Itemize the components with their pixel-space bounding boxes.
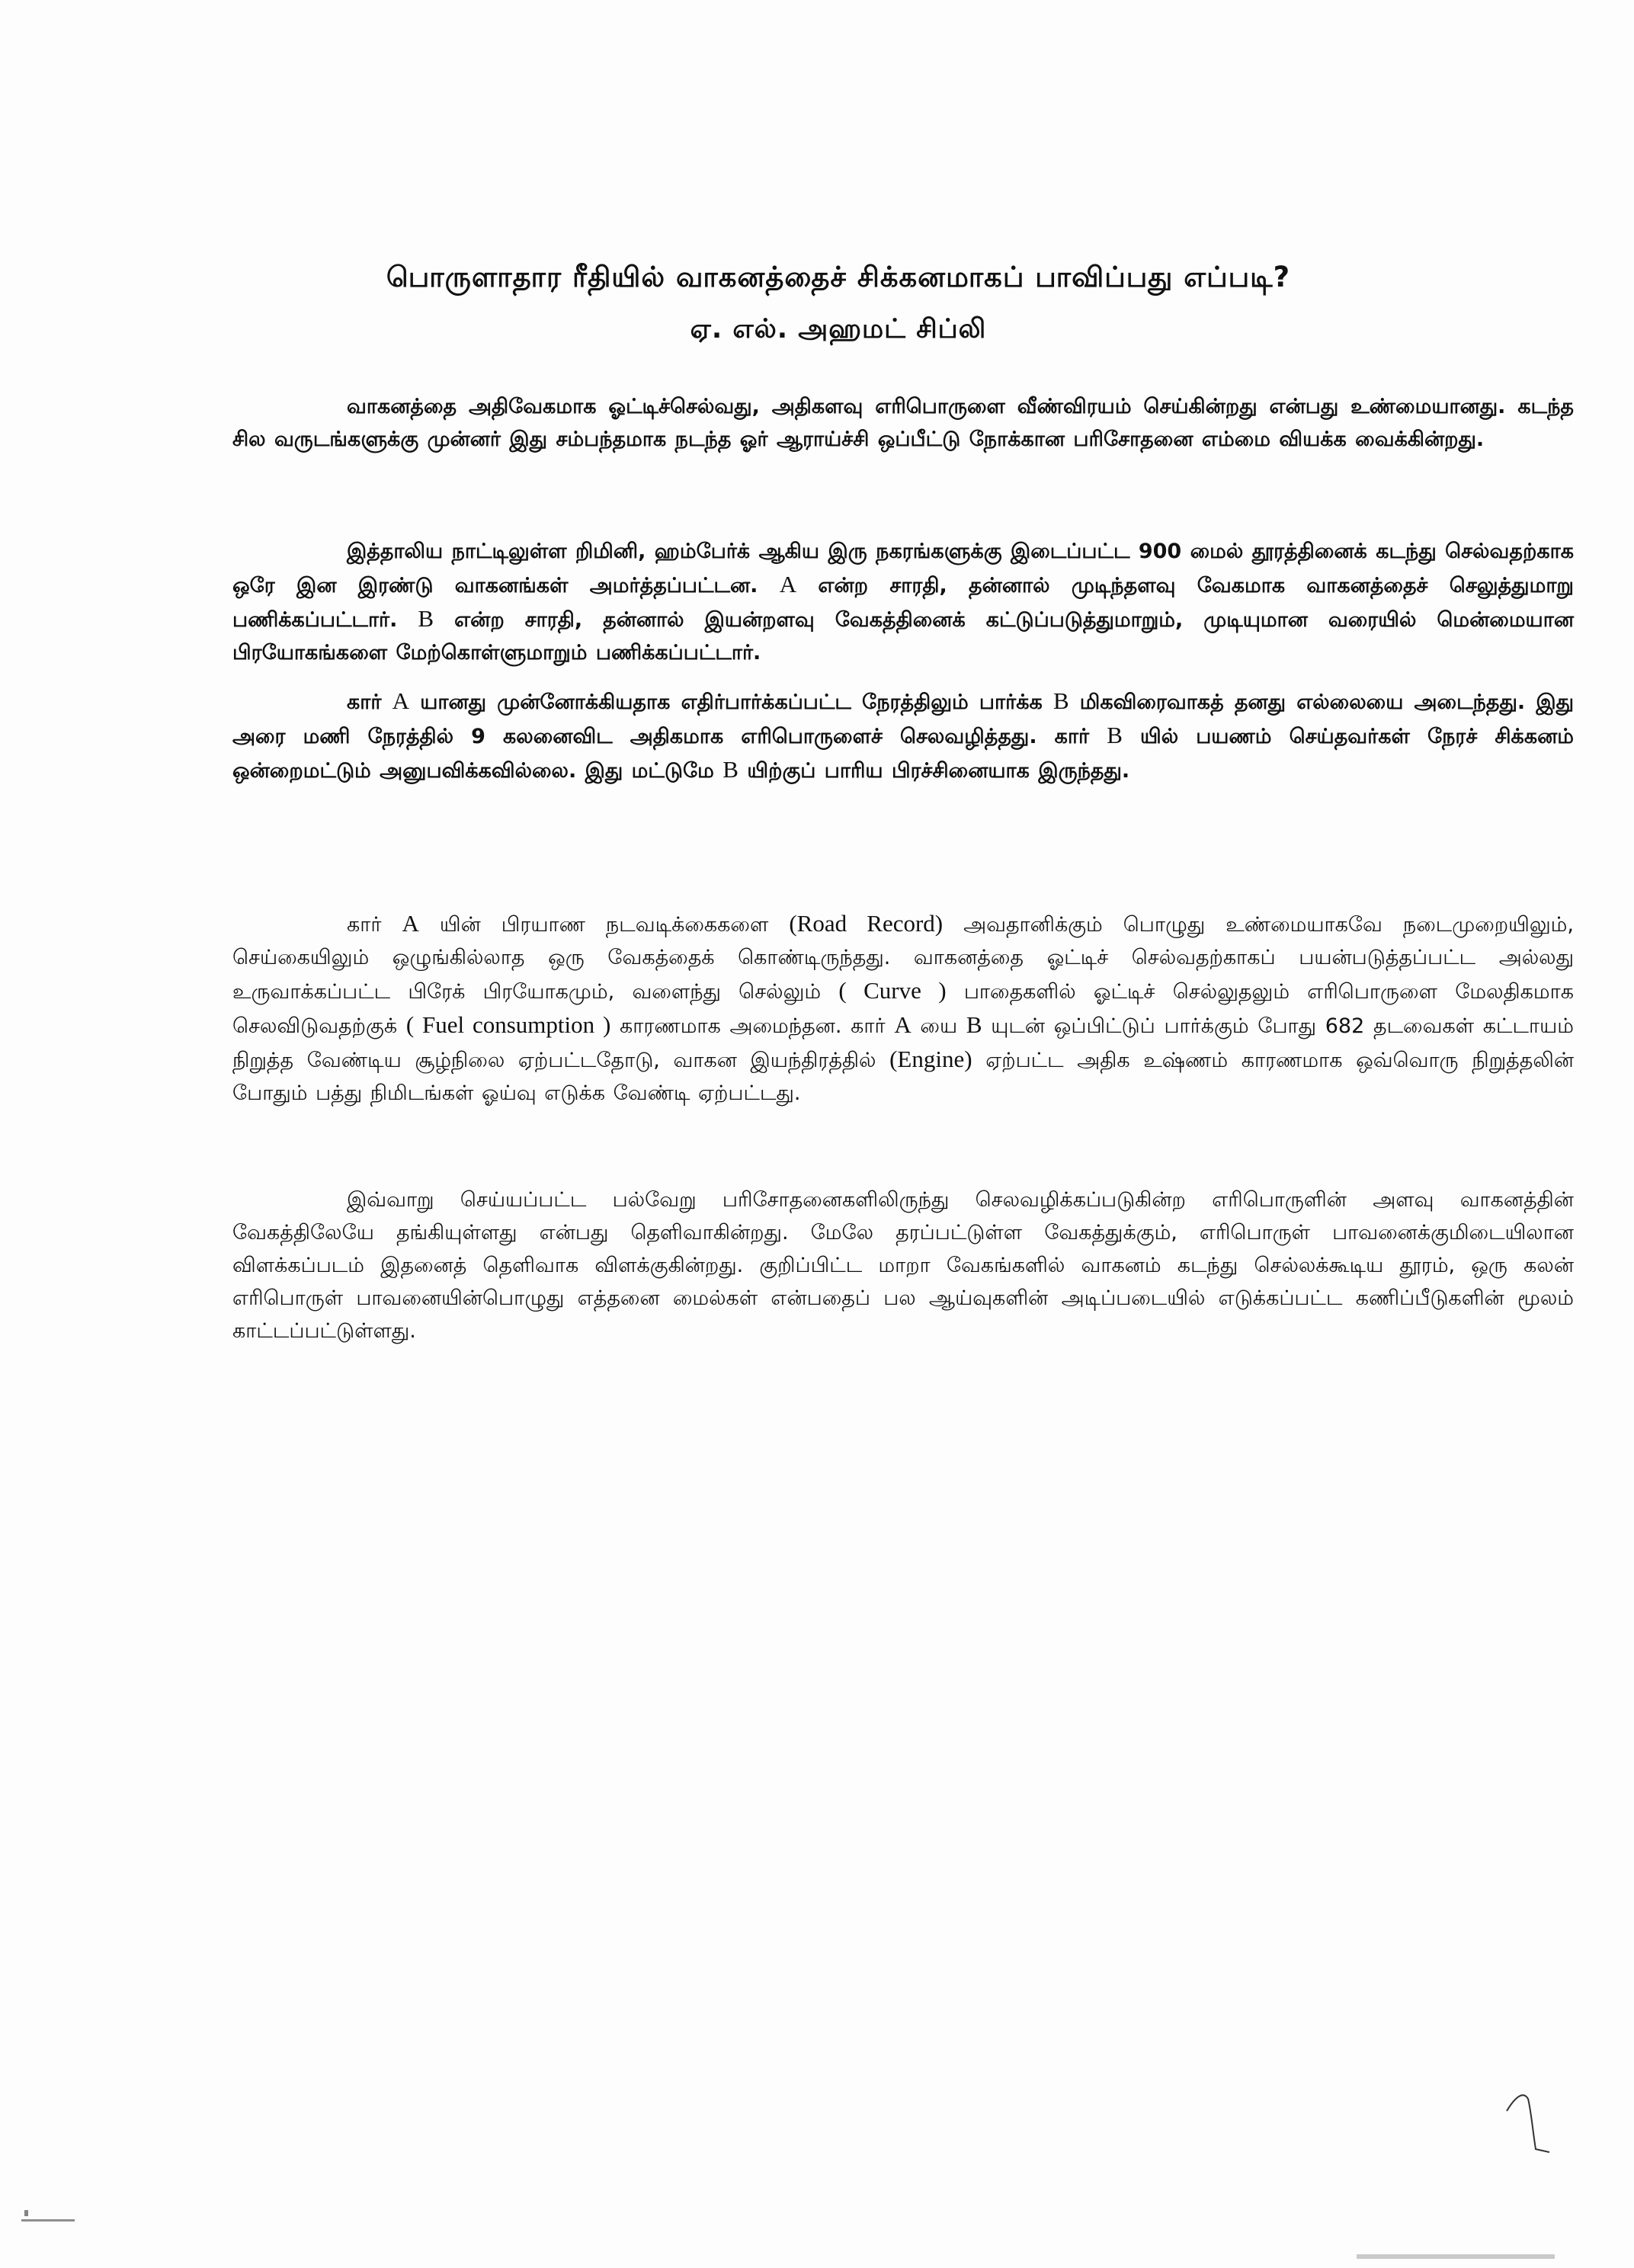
paragraph-2 — [232, 535, 1574, 669]
paragraph-5 — [232, 1184, 1574, 1347]
paragraph-4-text-8: ஏற்பட்ட அதிக உஷ்ணம் காரணமாக ஒவ்வொரு நிறுத்தலின் போதும் பத்து நிமிடங்கள் ஓய்வு எடுக்க வேண்டி ஏற்பட்டது. — [232, 1049, 1574, 1105]
paragraph-2-text-2: என்ற சாரதி, தன்னால் முடிந்தளவு வேகமாக வாகனத்தைச் செலுத்துமாறு பணிக்கப்பட்டார். — [232, 574, 1574, 632]
paragraph-4-latin-1: A — [402, 910, 419, 937]
paragraph-3-text-4: யில் பயணம் செய்தவர்கள் நேரச் சிக்கனம் ஒன்றைமட்டும் அனுபவிக்கவில்லை. இது மட்டுமே — [232, 725, 1574, 783]
scan-speck — [24, 2210, 28, 2216]
paragraph-4-latin-6: B — [966, 1011, 982, 1038]
paragraph-3-latin-3: B — [1107, 722, 1123, 748]
scan-speck — [1357, 2254, 1555, 2259]
pen-stroke-mark — [1505, 2088, 1551, 2157]
paragraph-3-text-3: மிகவிரைவாகத் தனது எல்லையை அடைந்தது. இது அரை மணி நேரத்தில் 9 கலனைவிட அதிகமாக எரிபொருளைச் செலவழித்தது. கார் — [232, 690, 1574, 748]
paragraph-4-latin-4: ( Fuel consumption ) — [405, 1011, 611, 1038]
scan-speck — [21, 2219, 75, 2222]
paragraph-4-text-6: யை — [911, 1014, 966, 1038]
paragraph-1-text: வாகனத்தை அதிவேகமாக ஓட்டிச்செல்வது, அதிகளவு எரிபொருளை வீண்விரயம் செய்கின்றது என்பது உண்மையானது. கடந்த சில வருடங்களுக்கு முன்னர் இது சம்பந்தமாக நடந்த ஓர் ஆராய்ச்சி ஒப்பீட்டு நோக்கான பரிசோதனை எம்மை வியக்க வைக்கின்றது. — [232, 395, 1574, 451]
paragraph-3-text-1: கார் — [347, 690, 392, 714]
paragraph-3-latin-4: B — [722, 756, 739, 783]
article-author: ஏ. எல். அஹமட் சிப்லி — [690, 314, 987, 344]
paragraph-4-text-7: யுடன் ஒப்பிட்டுப் பார்க்கும் போது 682 தடவைகள் கட்டாயம் நிறுத்த வேண்டிய சூழ்நிலை ஏற்பட்டதோடு, வாகன இயந்திரத்தில் — [232, 1014, 1575, 1072]
paragraph-4-text-3: அவதானிக்கும் பொழுது உண்மையாகவே நடைமுறையிலும், செய்கையிலும் ஒழுங்கில்லாத ஒரு வேகத்தைக் கொண்டிருந்தது. வாகனத்தை ஓட்டிச் செல்வதற்காகப் பயன்படுத்தப்பட்ட அல்லது உருவாக்கப்பட்ட பிரேக் பிரயோகமும், வளைந்து செல்லும் — [232, 913, 1574, 1004]
paragraph-4 — [232, 907, 1574, 1110]
paragraph-4-latin-7: (Engine) — [889, 1046, 972, 1072]
paragraph-4-latin-2: (Road Record) — [789, 910, 944, 937]
paragraph-2-latin-1: A — [779, 571, 797, 597]
paragraph-4-latin-5: A — [894, 1011, 912, 1038]
paragraph-1 — [232, 390, 1574, 456]
paragraph-4-text-1: கார் — [347, 913, 402, 937]
paragraph-4-text-4: பாதைகளில் ஓட்டிச் செல்லுதலும் எரிபொருளை மேலதிகமாக செலவிடுவதற்குக் — [232, 980, 1574, 1038]
paragraph-3-text-2: யானது முன்னோக்கியதாக எதிர்பார்க்கப்பட்ட நேரத்திலும் பார்க்க — [409, 690, 1053, 714]
article-title: பொருளாதார ரீதியில் வாகனத்தைச் சிக்கனமாகப் பாவிப்பது எப்படி? — [386, 261, 1291, 293]
paragraph-3-latin-2: B — [1052, 687, 1069, 714]
paragraph-2-latin-2: B — [418, 605, 434, 632]
paragraph-5-text: இவ்வாறு செய்யப்பட்ட பல்வேறு பரிசோதனைகளிலிருந்து செலவழிக்கப்படுகின்ற எரிபொருளின் அளவு வாகனத்தின் வேகத்திலேயே தங்கியுள்ளது என்பது தெளிவாகின்றது. மேலே தரப்பட்டுள்ள வேகத்துக்கும், எரிபொருள் பாவனைக்குமிடையிலான விளக்கப்படம் இதனைத் தெளிவாக விளக்குகின்றது. குறிப்பிட்ட மாறா வேகங்களில் வாகனம் கடந்து செல்லக்கூடிய தூரம், ஒரு கலன் எரிபொருள் பாவனையின்பொழுது எத்தனை மைல்கள் என்பதைப் பல ஆய்வுகளின் அடிப்படையில் எடுக்கப்பட்ட கணிப்பீடுகளின் மூலம் காட்டப்பட்டுள்ளது. — [232, 1188, 1574, 1343]
paragraph-3-text-5: யிற்குப் பாரிய பிரச்சினையாக இருந்தது. — [738, 759, 1130, 783]
paragraph-4-text-2: யின் பிரயாண நடவடிக்கைகளை — [418, 913, 790, 937]
paragraph-2-text-3: என்ற சாரதி, தன்னால் இயன்றளவு வேகத்தினைக் கட்டுப்படுத்துமாறும், முடியுமான வரையில் மென்மையான பிரயோகங்களை மேற்கொள்ளுமாறும் பணிக்கப்பட்டார். — [232, 608, 1574, 665]
paragraph-4-text-5: காரணமாக அமைந்தன. கார் — [610, 1014, 895, 1038]
paragraph-3 — [232, 684, 1574, 787]
paragraph-4-latin-3: ( Curve ) — [838, 977, 947, 1004]
paragraph-3-latin-1: A — [392, 687, 410, 714]
paragraph-2-text-1: இத்தாலிய நாட்டிலுள்ள றிமினி, ஹம்பேர்க் ஆகிய இரு நகரங்களுக்கு இடைப்பட்ட 900 மைல் தூரத்தினைக் கடந்து செல்வதற்காக ஒரே இன இரண்டு வாகனங்கள் அமர்த்தப்பட்டன. — [232, 540, 1574, 597]
